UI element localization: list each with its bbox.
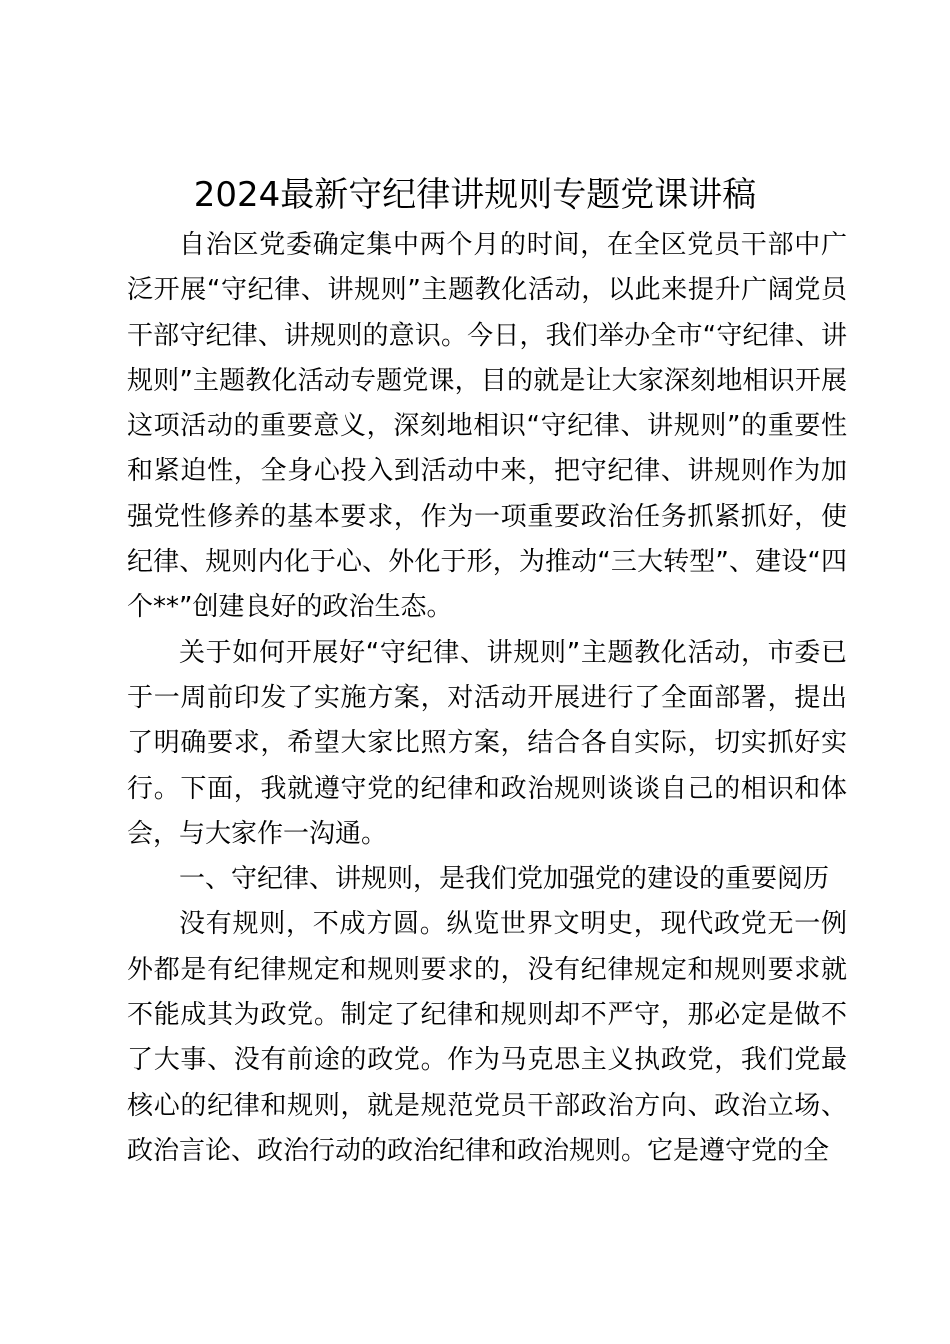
paragraph-arrangement: 关于如何开展好“守纪律、讲规则”主题教化活动，市委已于一周前印发了实施方案，对活动开展进行了全面部署，提出了明确要求，希望大家比照方案，结合各自实际，切实抓好实行。下面，我就遵守党的纪律和政治规则谈谈自己的相识和体会，与大家作一沟通。	[127, 637, 847, 849]
paragraph-intro: 自治区党委确定集中两个月的时间，在全区党员干部中广泛开展“守纪律、讲规则”主题教化活动，以此来提升广阔党员干部守纪律、讲规则的意识。今日，我们举办全市“守纪律、讲规则”主题教化活动专题党课，目的就是让大家深刻地相识开展这项活动的重要意义，深刻地相识“守纪律、讲规则”的重要性和紧迫性，全身心投入到活动中来，把守纪律、讲规则作为加强党性修养的基本要求，作为一项重要政治任务抓紧抓好，使纪律、规则内化于心、外化于形，为推动“三大转型”、建设“四个**”创建良好的政治生态。	[127, 230, 847, 623]
document-title: 2024最新守纪律讲规则专题党课讲稿	[193, 175, 757, 215]
paragraph-section-1: 没有规则，不成方圆。纵览世界文明史，现代政党无一例外都是有纪律规定和规则要求的，没有纪律规定和规则要求就不能成其为政党。制定了纪律和规则却不严守，那必定是做不了大事、没有前途的政党。作为马克思主义执政党，我们党最核心的纪律和规则，就是规范党员干部政治方向、政治立场、政治言论、政治行动的政治纪律和政治规则。它是遵守党的全	[127, 909, 847, 1166]
document-body	[127, 223, 847, 1174]
section-heading-1: 一、守纪律、讲规则，是我们党加强党的建设的重要阅历	[179, 864, 830, 895]
